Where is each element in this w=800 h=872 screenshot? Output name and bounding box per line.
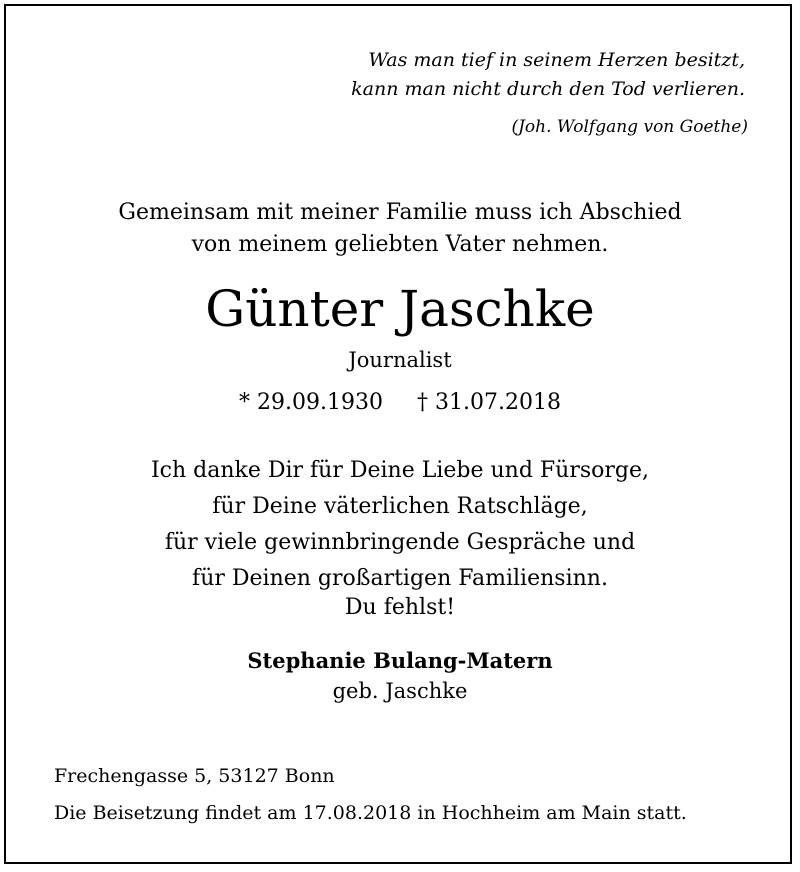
intro-line-2: von meinem geliebten Vater nehmen. xyxy=(191,232,609,257)
quote-author: (Joh. Wolfgang von Goethe) xyxy=(511,117,748,137)
closing-text: Du fehlst! xyxy=(344,595,456,620)
quote-line-2: kann man nicht durch den Tod verlieren. xyxy=(351,78,745,100)
thanks-text xyxy=(0,453,800,597)
signer-name: Stephanie Bulang-Matern xyxy=(247,648,553,673)
death-date: † 31.07.2018 xyxy=(417,390,561,415)
quote-line-1: Was man tief in seinem Herzen besitzt, xyxy=(368,49,745,71)
thanks-line-3: für viele gewinnbringende Gespräche und xyxy=(164,530,636,555)
deceased-profession: Journalist xyxy=(348,348,452,372)
signer-born-name: geb. Jaschke xyxy=(332,679,468,703)
thanks-line-1: Ich danke Dir für Deine Liebe und Fürsorge, xyxy=(150,458,650,483)
thanks-line-2: für Deine väterlichen Ratschläge, xyxy=(212,494,588,519)
thanks-line-4: für Deinen großartigen Familiensinn. xyxy=(192,566,608,591)
address: Frechengasse 5, 53127 Bonn xyxy=(54,765,335,787)
intro-line-1: Gemeinsam mit meiner Familie muss ich Abschied xyxy=(118,200,682,225)
life-dates xyxy=(0,388,800,418)
goethe-quote xyxy=(0,46,745,104)
intro-text xyxy=(0,197,800,261)
deceased-name: Günter Jaschke xyxy=(205,280,595,338)
birth-date: * 29.09.1930 xyxy=(239,390,383,415)
funeral-info: Die Beisetzung findet am 17.08.2018 in Hochheim am Main statt. xyxy=(54,802,687,824)
